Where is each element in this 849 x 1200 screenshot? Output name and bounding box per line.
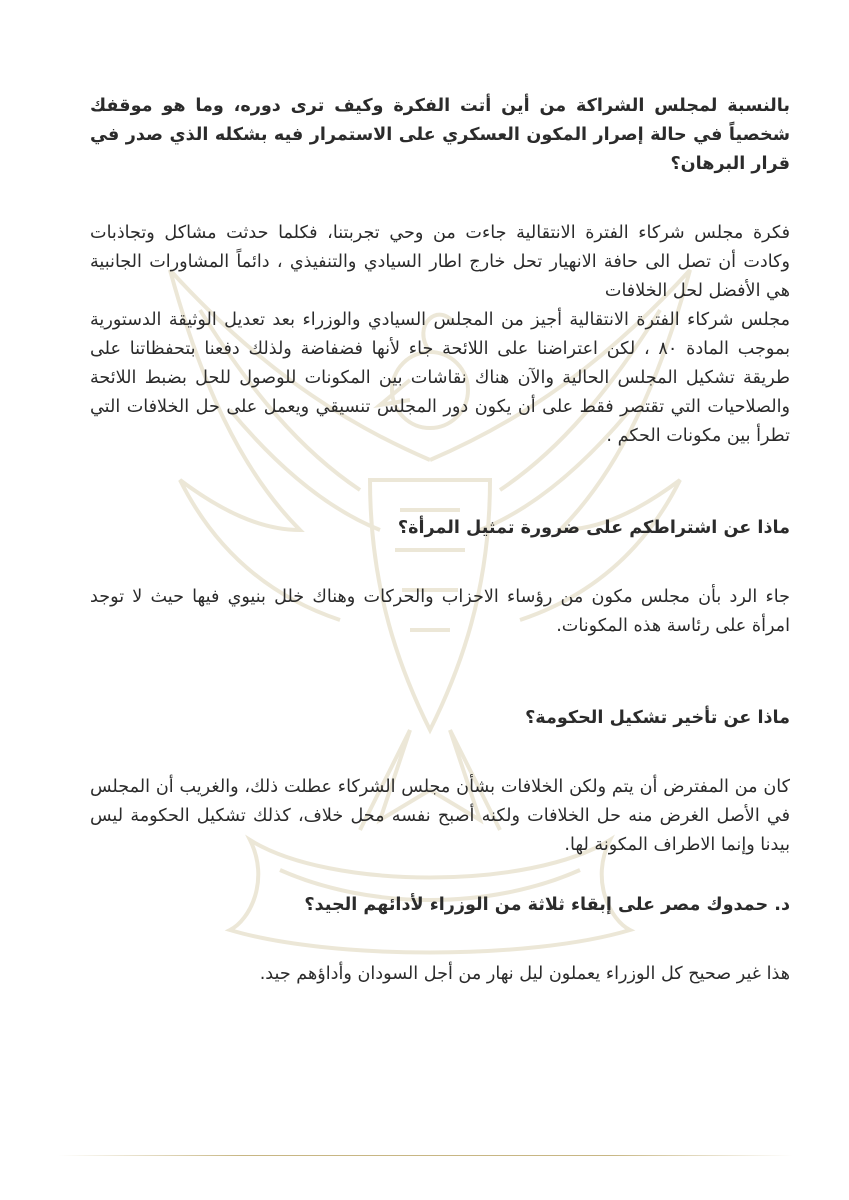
question-3: ماذا عن تأخير تشكيل الحكومة؟ (525, 708, 790, 728)
answer-4: هذا غير صحيح كل الوزراء يعملون ليل نهار من أجل السودان وأداؤهم جيد. (259, 964, 790, 984)
question-1: بالنسبة لمجلس الشراكة من أين أتت الفكرة وكيف ترى دوره، وما هو موقفك شخصياً في حالة إصرار المكون العسكري على الاستمرار فيه بشكله الذي صدر في قرار البرهان؟ (90, 96, 790, 174)
answer-2: جاء الرد بأن مجلس مكون من رؤساء الاحزاب والحركات وهناك خلل بنيوي فيها حيث لا توجد امرأة على رئاسة هذه المكونات. (90, 587, 790, 636)
question-2: ماذا عن اشتراطكم على ضرورة تمثيل المرأة؟ (397, 518, 790, 538)
question-4: د. حمدوك مصر على إبقاء ثلاثة من الوزراء لأدائهم الجيد؟ (304, 895, 790, 915)
answer-1-paragraph-1: فكرة مجلس شركاء الفترة الانتقالية جاءت من وحي تجربتنا، فكلما حدثت مشاكل وتجاذبات وكادت أن تصل الى حافة الانهيار تحل خارج اطار السيادي والتنفيذي ، دائماً المشاورات الجانبية هي الأفضل لحل الخلافات (90, 223, 790, 301)
interview-content (90, 92, 790, 989)
answer-3: كان من المفترض أن يتم ولكن الخلافات بشأن مجلس الشركاء عطلت ذلك، والغريب أن المجلس في الأصل الغرض منه حل الخلافات ولكنه أصبح نفسه محل خلاف، كذلك تشكيل الحكومة ليس بيدنا وإنما الاطراف المكونة لها. (90, 777, 790, 855)
answer-1-paragraph-2: مجلس شركاء الفترة الانتقالية أجيز من المجلس السيادي والوزراء بعد تعديل الوثيقة الدستورية بموجب المادة ٨٠ ، لكن اعتراضنا على اللائحة جاء لأنها فضفاضة ولذلك دفعنا بتحفظاتنا على طريقة تشكيل المجلس الحالية والآن هناك نقاشات بين المكونات للوصول للحل بضبط اللائحة والصلاحيات التي تقتصر فقط على أن يكون دور المجلس تنسيقي ويعمل على حل الخلافات التي تطرأ بين مكونات الحكم . (90, 310, 791, 446)
footer-divider (58, 1155, 793, 1156)
